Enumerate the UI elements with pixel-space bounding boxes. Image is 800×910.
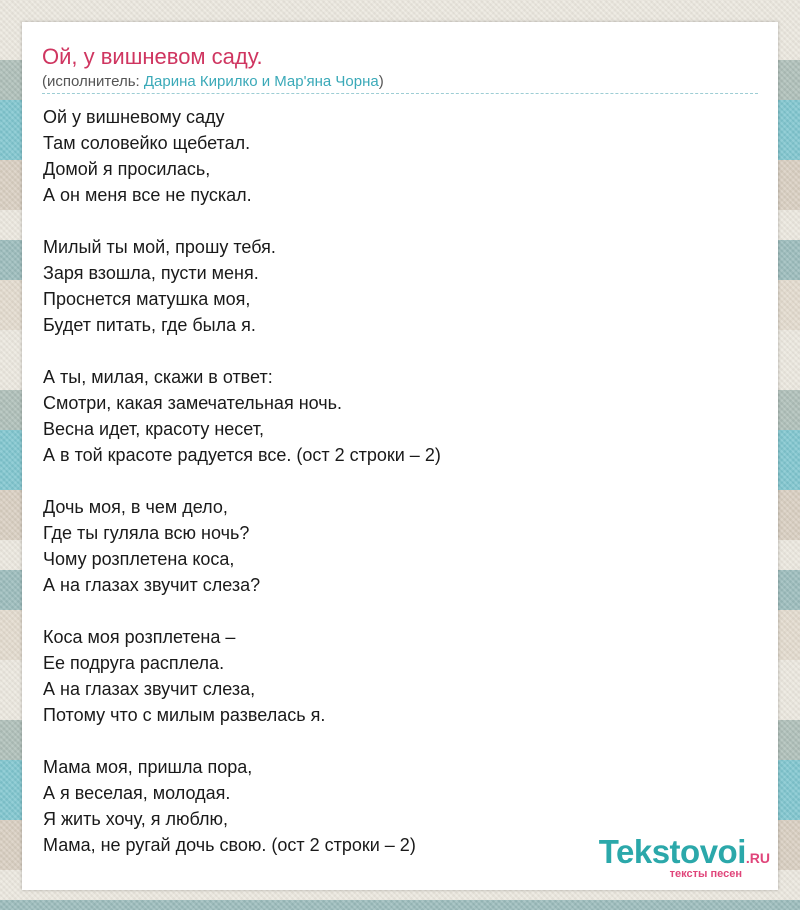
stanza-break: [43, 208, 743, 234]
performer-suffix: ): [378, 73, 384, 90]
lyric-line: Ее подруга расплела.: [43, 653, 225, 673]
lyric-line: Проснется матушка моя,: [43, 289, 251, 309]
performer-line: [42, 72, 384, 92]
lyrics-text: [43, 104, 743, 858]
performer-prefix: (исполнитель:: [42, 73, 144, 90]
lyric-line: А на глазах звучит слеза?: [43, 575, 261, 595]
lyric-line: Потому что с милым развелась я.: [43, 705, 326, 725]
lyric-line: Там соловейко щебетал.: [43, 133, 251, 153]
lyric-line: Будет питать, где была я.: [43, 315, 256, 335]
logo-name: Tekstovoi: [598, 833, 746, 870]
lyric-line: Дочь моя, в чем дело,: [43, 497, 228, 517]
lyric-line: Ой у вишневому саду: [43, 107, 225, 127]
lyric-line: А ты, милая, скажи в ответ:: [43, 367, 273, 387]
stanza-break: [43, 728, 743, 754]
lyric-line: Я жить хочу, я люблю,: [43, 809, 228, 829]
lyric-line: Мама, не ругай дочь свою. (ост 2 строки – 2): [43, 835, 416, 855]
lyric-line: А в той красоте радуется все. (ост 2 строки – 2): [43, 445, 441, 465]
lyric-line: Домой я просилась,: [43, 159, 211, 179]
stanza-break: [43, 598, 743, 624]
stanza-break: [43, 468, 743, 494]
site-logo[interactable]: [599, 834, 770, 888]
lyric-line: Мама моя, пришла пора,: [43, 757, 253, 777]
stanza-break: [43, 338, 743, 364]
lyric-line: Коса моя розплетена –: [43, 627, 236, 647]
page-title: Ой, у вишневом саду.: [42, 44, 263, 69]
header-divider: [42, 93, 758, 94]
logo-tagline: тексты песен: [669, 868, 742, 880]
logo-tld: .RU: [745, 850, 770, 866]
lyrics-card: [22, 22, 778, 890]
performer-link[interactable]: Дарина Кирилко и Мар'яна Чорна: [143, 73, 379, 90]
lyric-line: Чому розплетена коса,: [43, 549, 235, 569]
lyric-line: Весна идет, красоту несет,: [43, 419, 264, 439]
lyric-line: Милый ты мой, прошу тебя.: [43, 237, 276, 257]
lyric-line: А я веселая, молодая.: [43, 783, 231, 803]
lyric-line: А он меня все не пускал.: [43, 185, 252, 205]
lyric-line: А на глазах звучит слеза,: [43, 679, 256, 699]
lyric-line: Смотри, какая замечательная ночь.: [43, 393, 343, 413]
lyric-line: Где ты гуляла всю ночь?: [43, 523, 250, 543]
lyric-line: Заря взошла, пусти меня.: [43, 263, 259, 283]
